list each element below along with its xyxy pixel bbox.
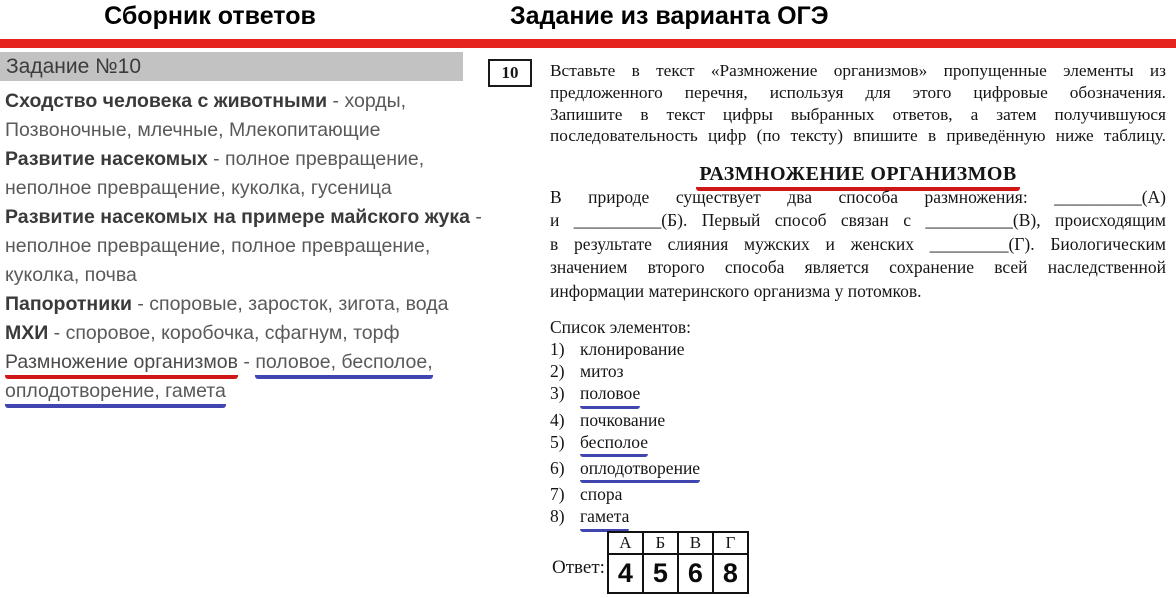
element-item [550, 360, 700, 382]
answer-value-cell: 6 [678, 554, 713, 593]
element-number: 7) [550, 484, 565, 505]
entry-text: - споровое, коробочка, сфагнум, торф [48, 322, 400, 344]
right-panel-title: Задание из варианта ОГЭ [510, 2, 829, 30]
element-number: 8) [550, 506, 565, 527]
answer-entry-line [5, 290, 480, 319]
elements-list-caption: Список элементов: [550, 317, 691, 337]
answers-panel [0, 52, 480, 406]
element-item [550, 409, 700, 431]
answer-table-values-row [608, 554, 748, 593]
element-text-underlined: половое [580, 382, 640, 408]
element-text-underlined: бесполое [580, 431, 648, 457]
entry-text: - [237, 351, 256, 373]
element-text: спора [580, 484, 623, 505]
entry-text: Развитие насекомых на примере майского жука [5, 206, 471, 228]
element-text: почкование [580, 409, 666, 430]
entry-text: Развитие насекомых [5, 148, 208, 170]
answer-entry-line [5, 319, 480, 348]
element-text: клонирование [580, 339, 685, 359]
answer-value-cell: 8 [713, 554, 748, 593]
task-number-header: Задание №10 [0, 52, 463, 81]
answer-row [550, 531, 749, 594]
element-item [550, 457, 700, 483]
answer-value-cell: 5 [643, 554, 678, 593]
answer-entry-line [5, 116, 480, 145]
answer-entry-line [5, 145, 480, 174]
instruction-line: предложенного перечня, используя для этого цифровые обозначения. [550, 82, 1166, 102]
element-text-underlined: оплодотворение [580, 457, 700, 483]
element-number: 6) [550, 458, 565, 479]
answer-column-header: Б [643, 532, 678, 554]
answer-table-header-row [608, 532, 748, 554]
answer-value-cell: 4 [608, 554, 643, 593]
entry-text: куколка, почва [5, 264, 137, 286]
instruction-line: Вставьте в текст «Размножение организмов» пропущенные элементы из [550, 61, 1166, 80]
passage-line: и __________(Б). Первый способ связан с __________(В), происходящим [550, 210, 1166, 231]
entry-text: Позвоночные, млечные, Млекопитающие [5, 119, 381, 141]
passage-line: значением второго способа является сохранение всей наследственной [550, 257, 1166, 278]
element-text: митоз [580, 361, 624, 382]
entry-text: МХИ [5, 322, 49, 344]
element-item [550, 483, 700, 505]
answer-column-header: А [608, 532, 643, 554]
answer-table [607, 531, 749, 594]
answer-column-header: В [678, 532, 713, 554]
question-number-box: 10 [488, 59, 532, 87]
entry-text: - полное превращение, [207, 148, 425, 170]
element-number: 4) [550, 409, 565, 430]
highlighted-term: половое, бесполое, [255, 351, 432, 379]
entry-text: - хорды, [327, 90, 407, 112]
entry-text: Папоротники [5, 293, 132, 315]
answer-entry-line [5, 87, 480, 116]
passage-line: в результате слияния мужских и женских _________(Г). Биологическим [550, 233, 1166, 254]
highlighted-term: Размножение организмов [5, 351, 238, 379]
answer-entry-line [5, 261, 480, 290]
entry-text: неполное превращение, куколка, гусеница [5, 177, 392, 199]
passage-title: РАЗМНОЖЕНИЕ ОРГАНИЗМОВ [696, 163, 1019, 191]
element-number: 2) [550, 361, 565, 382]
answer-entry-line [5, 203, 480, 232]
answer-column-header: Г [713, 532, 748, 554]
instruction-line: Запишите в текст цифры выбранных ответов, а затем получившуюся [550, 104, 1166, 124]
answers-list [0, 87, 480, 406]
passage-text [550, 186, 1166, 303]
answer-label: Ответ: [552, 557, 605, 578]
element-item [550, 382, 700, 408]
element-number: 1) [550, 339, 565, 359]
element-number: 5) [550, 431, 565, 452]
element-item [550, 505, 700, 531]
instruction-line: последовательность цифр (по тексту) впишите в приведённую ниже таблицу. [550, 126, 1166, 146]
answer-entry-line [5, 174, 480, 203]
task-instructions [550, 60, 1166, 147]
answer-entry-line [5, 232, 480, 261]
element-item [550, 431, 700, 457]
entry-text: - споровые, заросток, зигота, вода [131, 293, 449, 315]
left-panel-title: Сборник ответов [104, 2, 316, 30]
entry-text: - [470, 206, 482, 228]
elements-list [550, 338, 700, 532]
element-item [550, 338, 700, 360]
element-text-underlined: гамета [580, 505, 629, 531]
entry-text: неполное превращение, полное превращение, [5, 235, 431, 257]
element-number: 3) [550, 383, 565, 404]
divider-bar [0, 39, 1176, 48]
highlighted-term: оплодотворение, гамета [5, 380, 226, 408]
passage-line: В природе существует два способа размножения: __________(А) [550, 187, 1166, 207]
answer-entry-line [5, 377, 480, 406]
entry-text: Сходство человека с животными [5, 90, 328, 112]
answer-entry-line [5, 348, 480, 377]
passage-line: информации материнского организма у потомков. [550, 280, 922, 301]
